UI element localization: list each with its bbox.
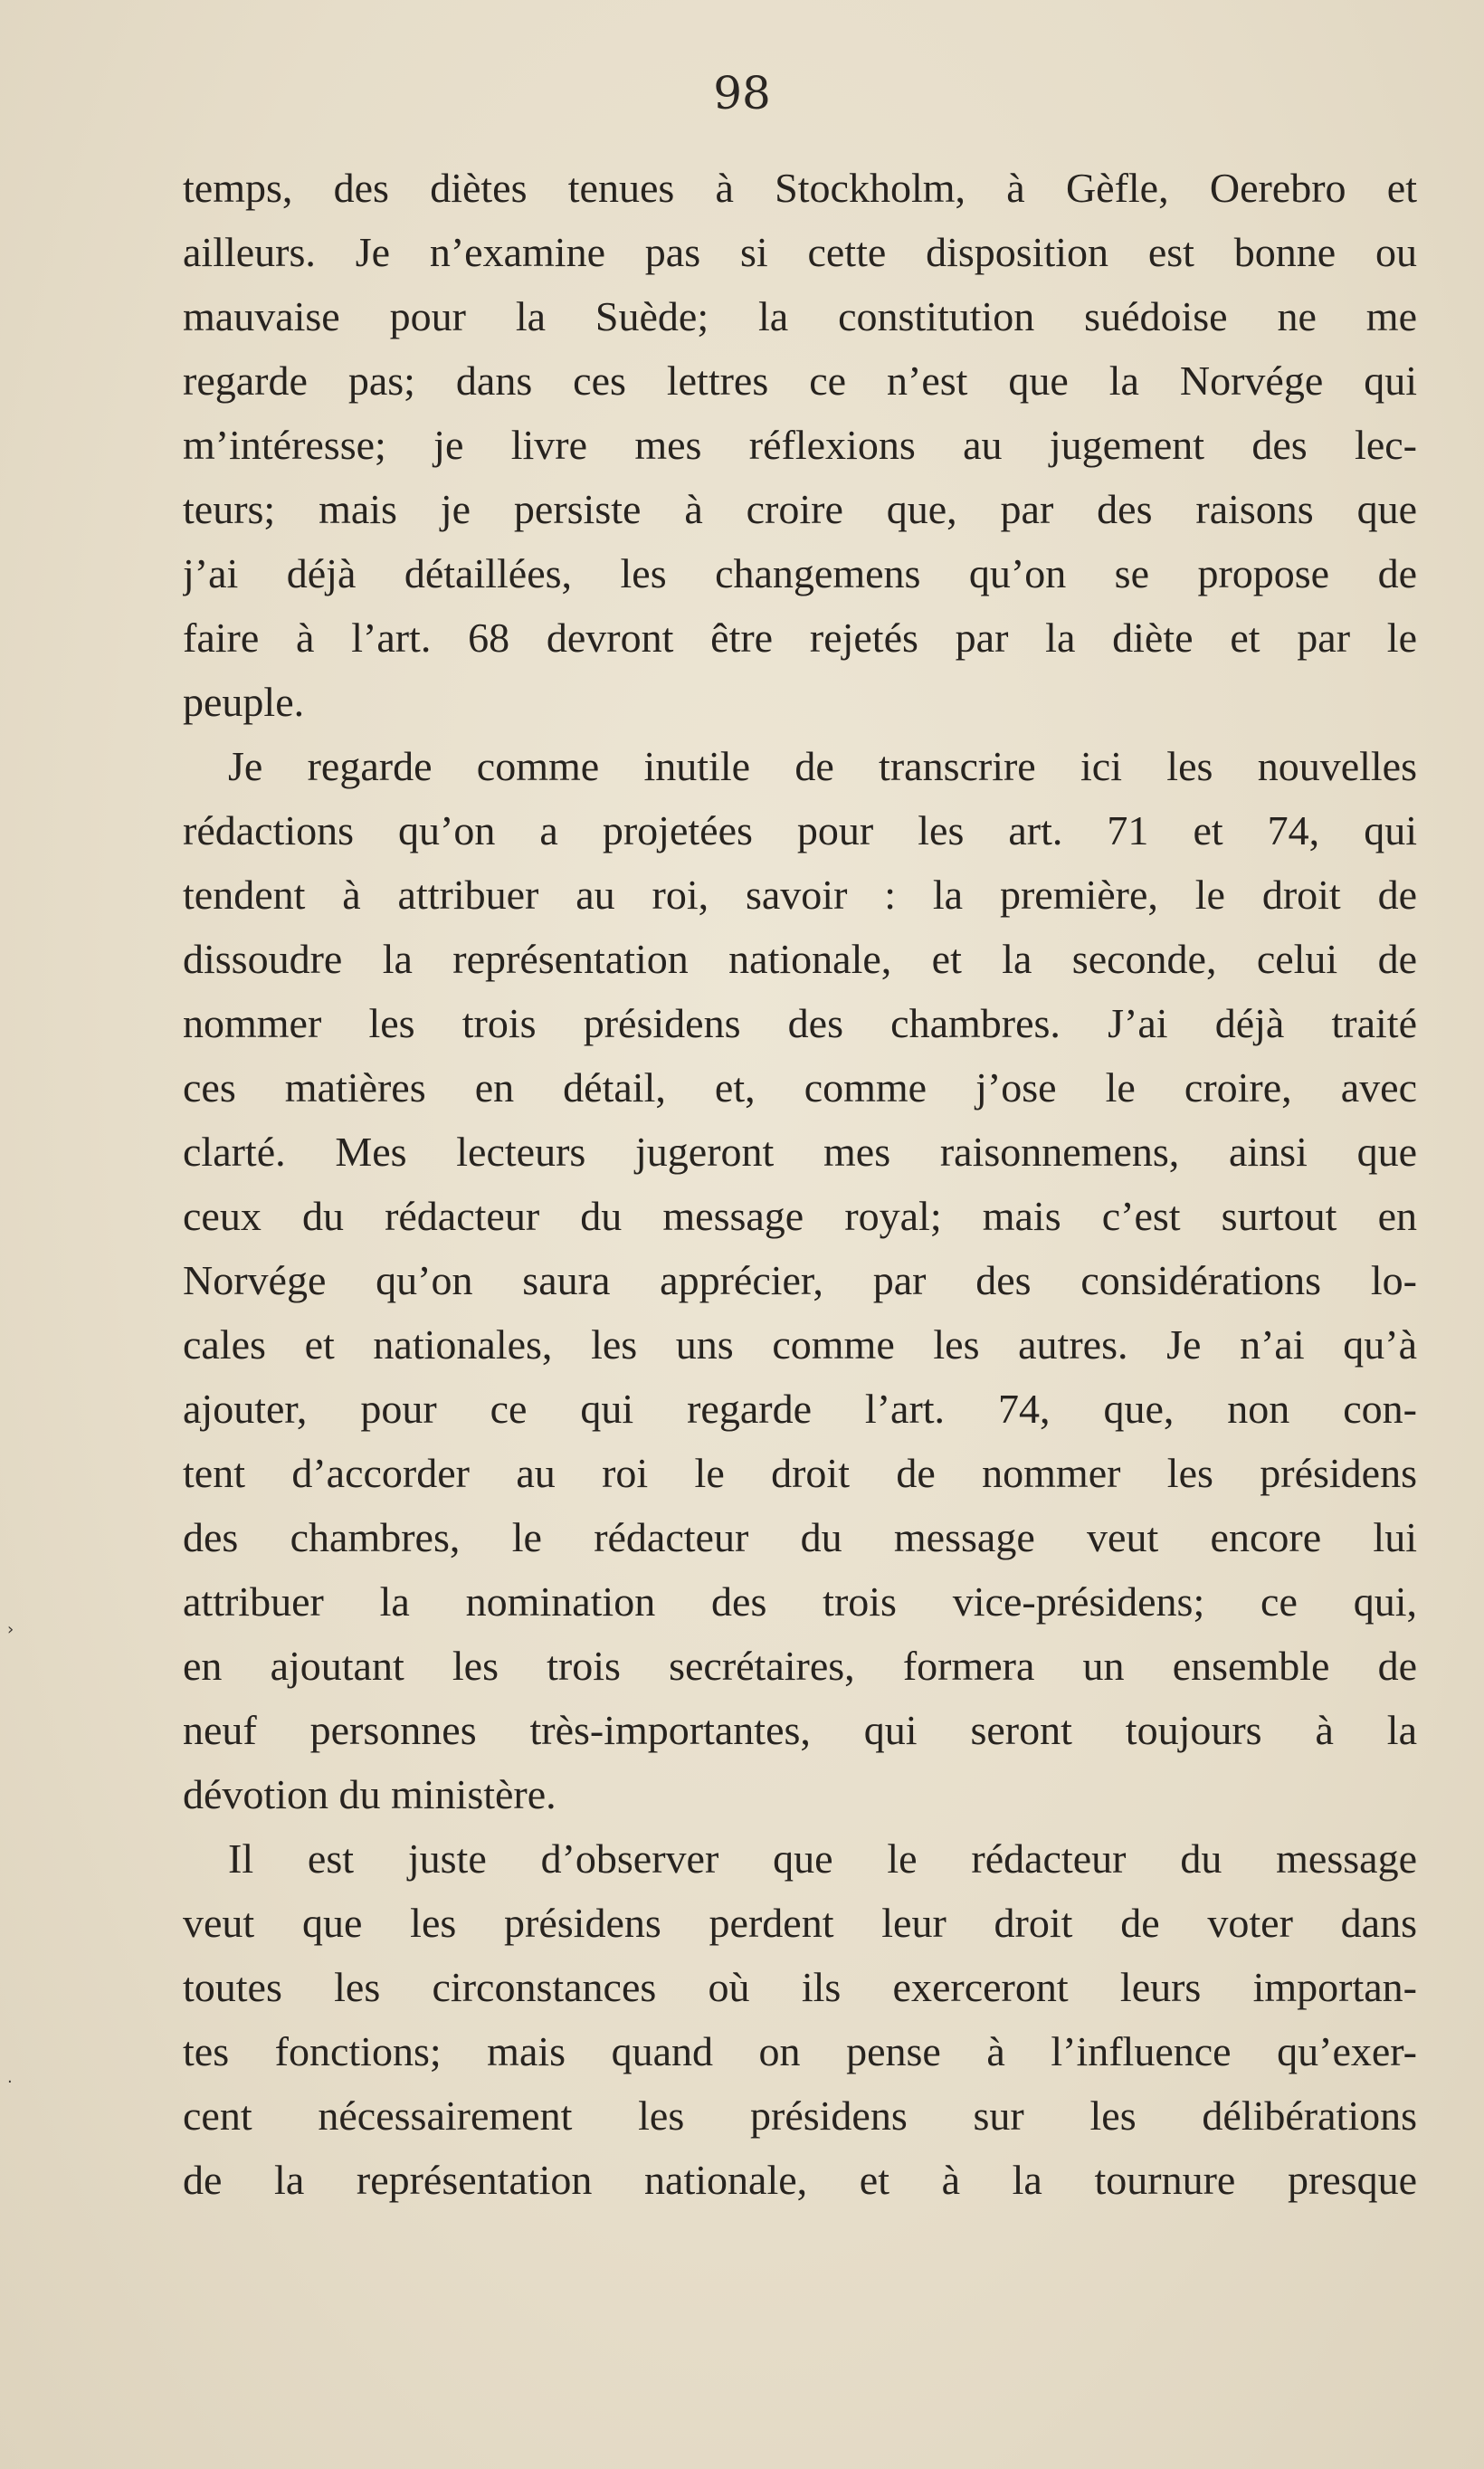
text-line: nommer les trois présidens des chambres. J’ai déjà traité bbox=[183, 1000, 1417, 1046]
text-line: en ajoutant les trois secrétaires, formera un ensemble de bbox=[183, 1643, 1417, 1689]
text-line: ailleurs. Je n’examine pas si cette disposition est bonne ou bbox=[183, 229, 1417, 275]
text-line: regarde pas; dans ces lettres ce n’est que la Norvége qui bbox=[183, 357, 1417, 404]
text-line: attribuer la nomination des trois vice-présidens; ce qui, bbox=[183, 1578, 1417, 1625]
text-line: tent d’accorder au roi le droit de nommer les présidens bbox=[183, 1450, 1417, 1496]
body-text bbox=[183, 156, 1417, 2212]
text-line: clarté. Mes lecteurs jugeront mes raisonnemens, ainsi que bbox=[183, 1129, 1417, 1175]
text-line: mauvaise pour la Suède; la constitution suédoise ne me bbox=[183, 293, 1417, 339]
text-line: ajouter, pour ce qui regarde l’art. 74, que, non con- bbox=[183, 1386, 1417, 1432]
text-line: cent nécessairement les présidens sur les délibérations bbox=[183, 2092, 1417, 2139]
text-line: temps, des diètes tenues à Stockholm, à Gèfle, Oerebro et bbox=[183, 165, 1417, 211]
text-line: ceux du rédacteur du message royal; mais c’est surtout en bbox=[183, 1193, 1417, 1239]
text-line: neuf personnes très-importantes, qui seront toujours à la bbox=[183, 1707, 1417, 1753]
text-line: toutes les circonstances où ils exerceront leurs importan- bbox=[183, 1964, 1417, 2010]
margin-speck: · bbox=[7, 2073, 13, 2092]
text-line: veut que les présidens perdent leur droit de voter dans bbox=[183, 1900, 1417, 1946]
text-line: cales et nationales, les uns comme les autres. Je n’ai qu’à bbox=[183, 1321, 1417, 1368]
text-line: tendent à attribuer au roi, savoir : la première, le droit de bbox=[183, 872, 1417, 918]
text-line: ces matières en détail, et, comme j’ose le croire, avec bbox=[183, 1064, 1417, 1111]
text-line: teurs; mais je persiste à croire que, par des raisons que bbox=[183, 486, 1417, 532]
text-line: Il est juste d’observer que le rédacteur du message bbox=[228, 1835, 1417, 1882]
text-line: Je regarde comme inutile de transcrire ici les nouvelles bbox=[228, 743, 1417, 789]
text-line: j’ai déjà détaillées, les changemens qu’on se propose de bbox=[183, 550, 1417, 596]
text-line: dissoudre la représentation nationale, et la seconde, celui de bbox=[183, 936, 1417, 982]
text-line: Norvége qu’on saura apprécier, par des considérations lo- bbox=[183, 1257, 1417, 1303]
text-line: faire à l’art. 68 devront être rejetés par la diète et par le bbox=[183, 615, 1417, 661]
text-line: de la représentation nationale, et à la tournure presque bbox=[183, 2157, 1417, 2203]
text-line: rédactions qu’on a projetées pour les art. 71 et 74, qui bbox=[183, 807, 1417, 853]
text-line: des chambres, le rédacteur du message veut encore lui bbox=[183, 1514, 1417, 1560]
text-line: tes fonctions; mais quand on pense à l’influence qu’exer- bbox=[183, 2028, 1417, 2074]
text-line: m’intéresse; je livre mes réflexions au jugement des lec- bbox=[183, 422, 1417, 468]
text-line: peuple. bbox=[183, 679, 305, 725]
page-number: 98 bbox=[713, 67, 771, 119]
text-line: dévotion du ministère. bbox=[183, 1771, 556, 1817]
margin-speck: › bbox=[7, 1620, 14, 1639]
